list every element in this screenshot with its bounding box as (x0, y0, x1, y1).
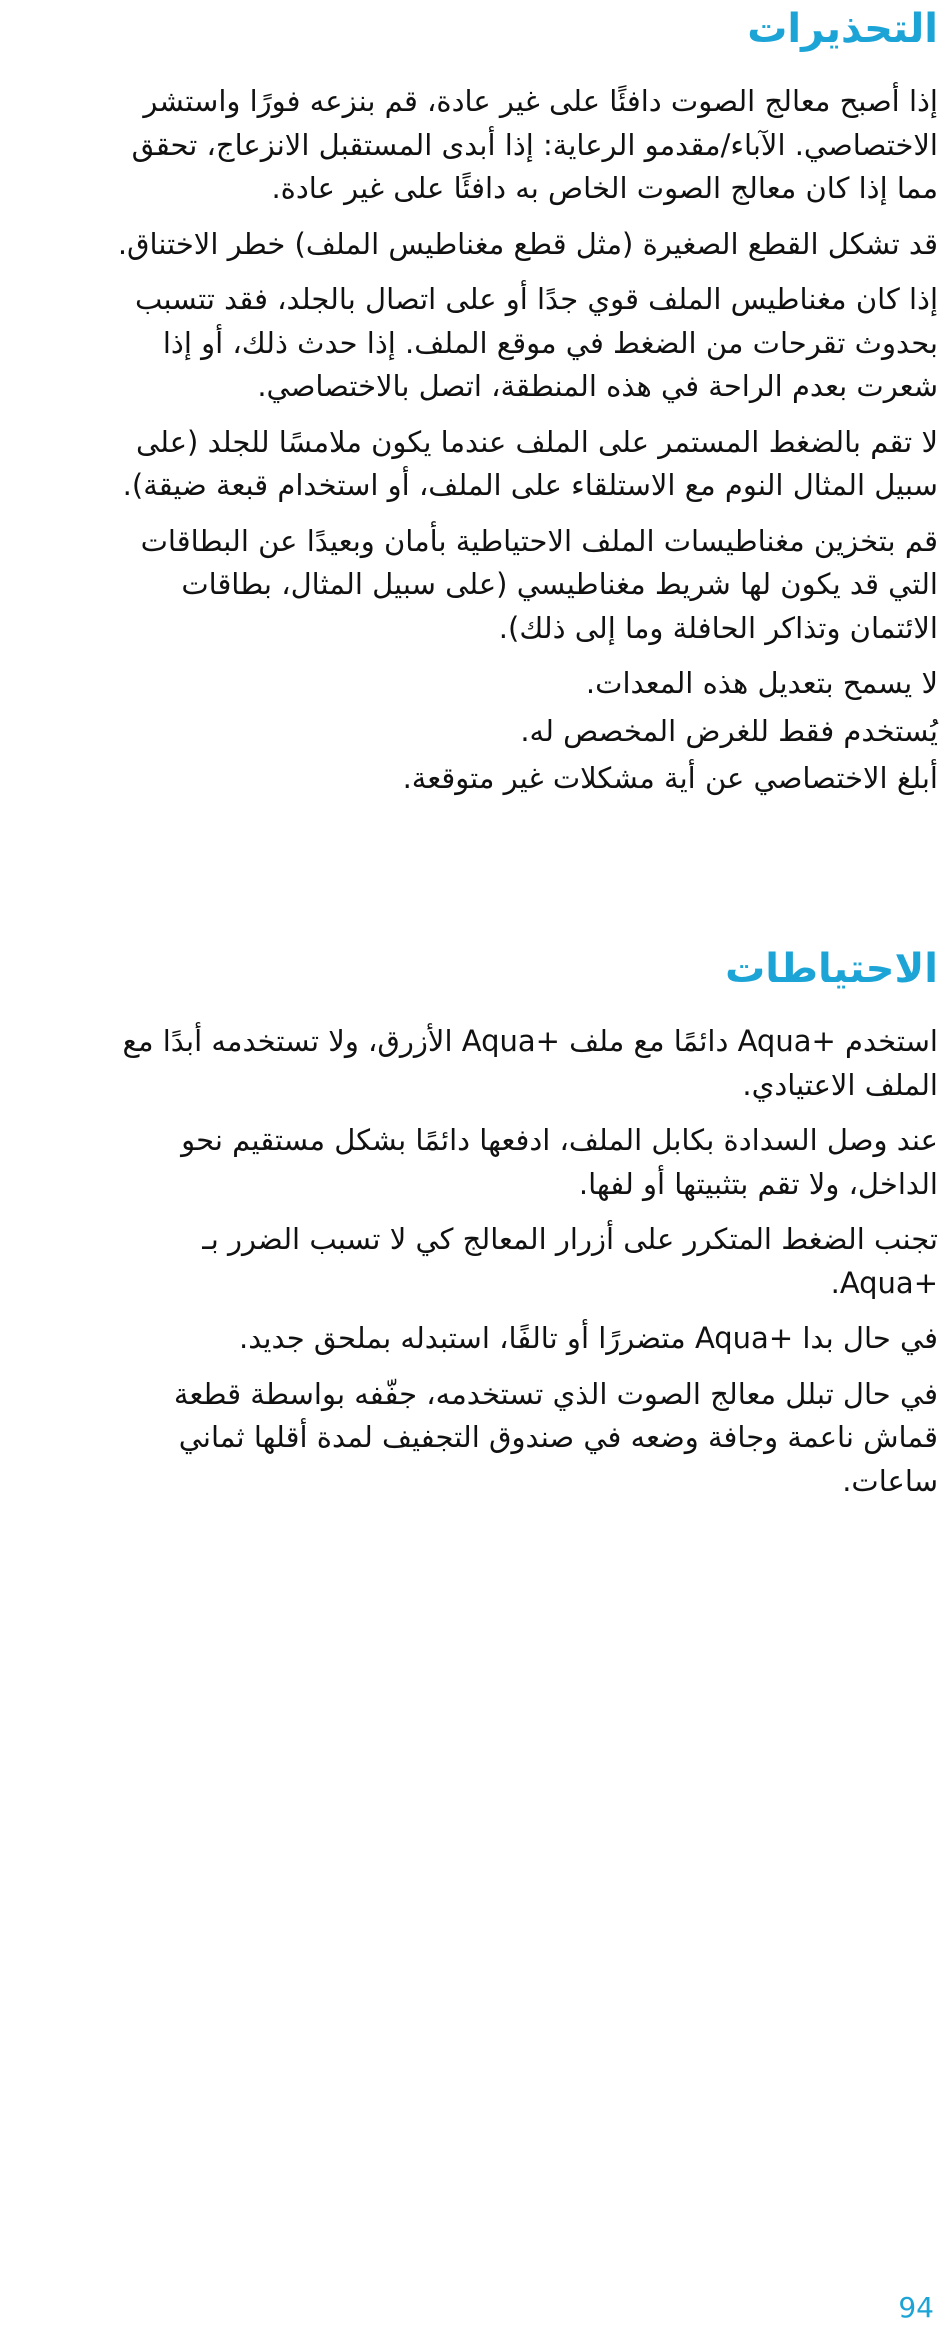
precaution-paragraph: عند وصل السدادة بكابل الملف، ادفعها دائمًا بشكل مستقيم نحو الداخل، ولا تقم بتثبيتها أو لفها. (181, 1123, 938, 1201)
warning-paragraph: إذا أصبح معالج الصوت دافئًا على غير عادة، قم بنزعه فورًا واستشر الاختصاصي. الآباء/مقدمو الرعاية: إذا أبدى المستقبل الانزعاج، تحقق مما إذا كان معالج الصوت الخاص به دافئًا على غير عادة. (131, 84, 938, 205)
warning-paragraph: لا يسمح بتعديل هذه المعدات. (585, 666, 938, 700)
warning-paragraph: إذا كان مغناطيس الملف قوي جدًا أو على اتصال بالجلد، فقد تتسبب بحدوث تقرحات من الضغط في موقع الملف. إذا حدث ذلك، أو إذا شعرت بعدم الراحة في هذه المنطقة، اتصل بالاختصاصي. (135, 282, 938, 403)
warning-paragraph: قد تشكل القطع الصغيرة (مثل قطع مغناطيس الملف) خطر الاختناق. (117, 226, 938, 261)
precaution-paragraph: في حال بدا ‎Aqua+‎ متضررًا أو تالفًا، استبدله بملحق جديد. (238, 1321, 938, 1355)
warning-paragraph: قم بتخزين مغناطيسات الملف الاحتياطية بأمان وبعيدًا عن البطاقات التي قد يكون لها شريط مغناطيسي (على سبيل المثال، بطاقات الائتمان وتذاكر الحافلة وما إلى ذلك). (140, 523, 938, 645)
warnings-section (98, 0, 938, 813)
warning-paragraph: لا تقم بالضغط المستمر على الملف عندما يكون ملامسًا للجلد (على سبيل المثال النوم مع الاستلقاء على الملف، أو استخدام قبعة ضيقة). (122, 424, 938, 502)
warnings-heading: التحذيرات (747, 6, 938, 52)
precaution-paragraph: في حال تبلل معالج الصوت الذي تستخدمه، جفّفه بواسطة قطعة قماش ناعمة وجافة وضعه في صندوق التجفيف لمدة أقلها ثماني ساعات. (173, 1376, 938, 1498)
precaution-paragraph: تجنب الضغط المتكرر على أزرار المعالج كي لا تسبب الضرر بـ ‎Aqua+‎. (202, 1222, 938, 1300)
precaution-paragraph: استخدم ‎Aqua+‎ دائمًا مع ملف ‎Aqua+‎ الأزرق، ولا تستخدمه أبدًا مع الملف الاعتيادي. (122, 1024, 938, 1102)
warning-paragraph: يُستخدم فقط للغرض المخصص له. (520, 713, 938, 748)
precautions-section (98, 940, 938, 1515)
page-number: 94 (898, 2291, 934, 2324)
warning-paragraph: أبلغ الاختصاصي عن أية مشكلات غير متوقعة. (402, 761, 938, 795)
precautions-heading: الاحتياطات (725, 946, 938, 992)
